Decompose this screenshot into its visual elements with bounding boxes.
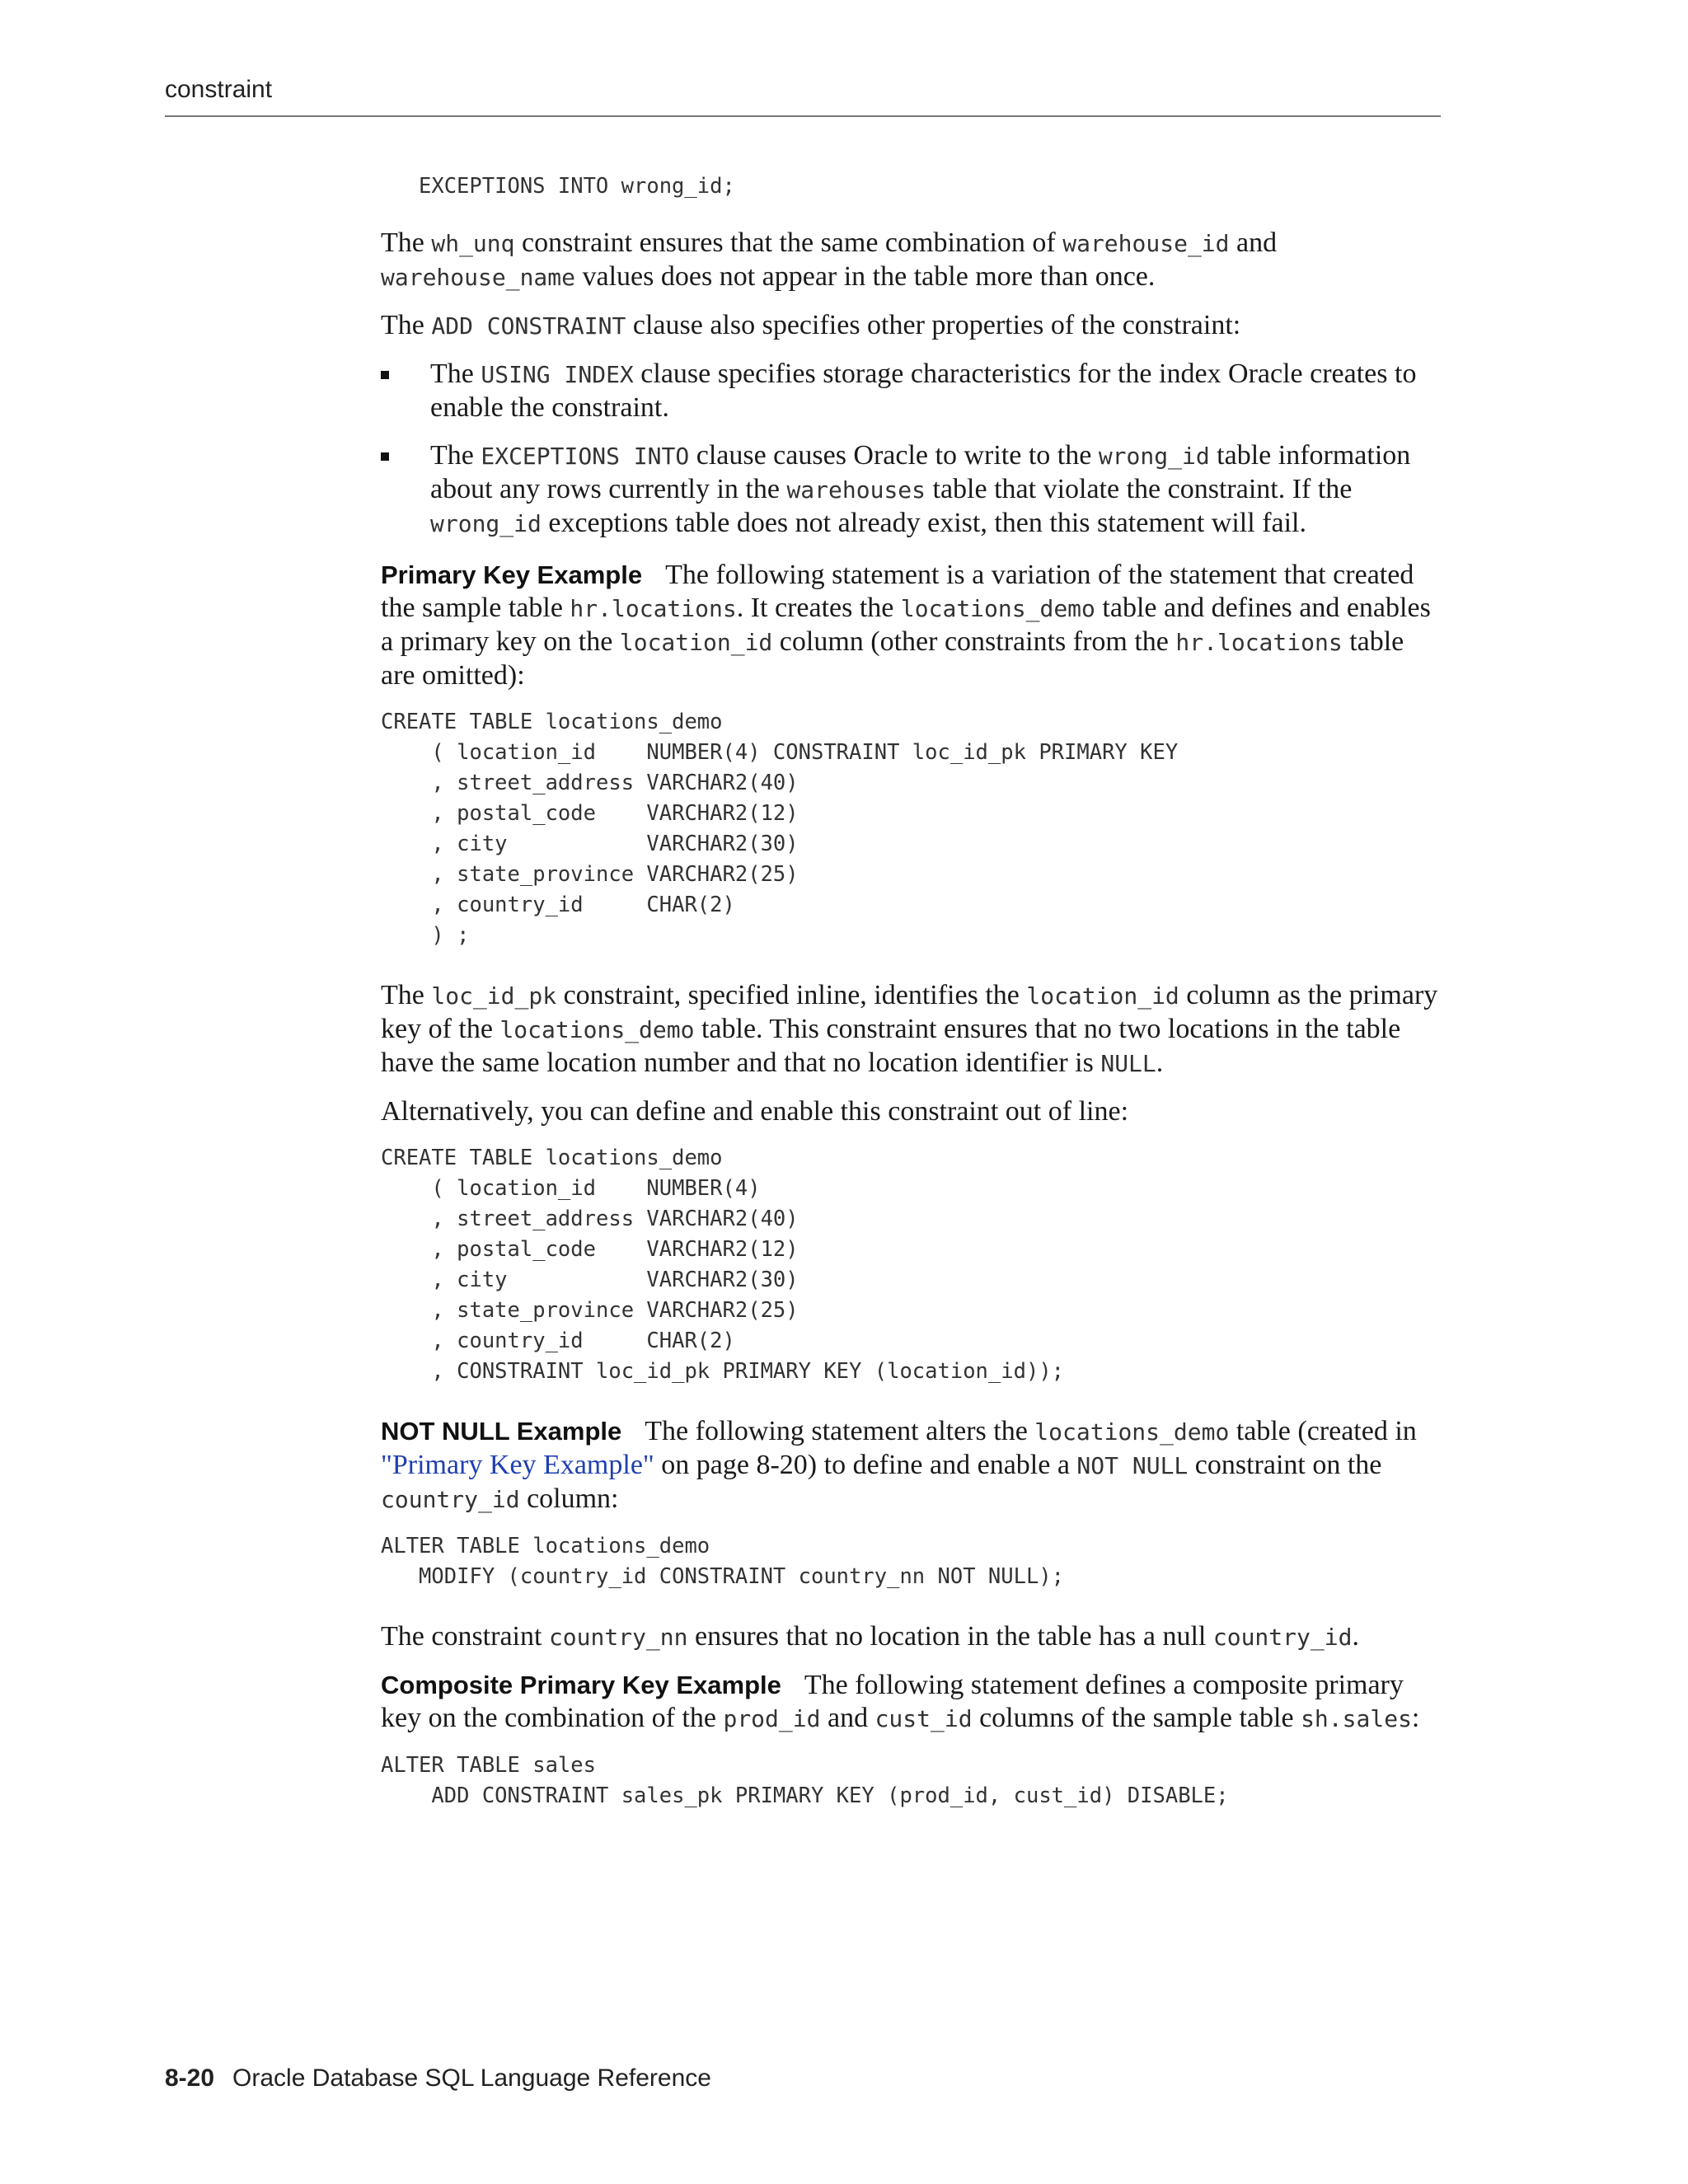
code-block: CREATE TABLE locations_demo ( location_id NUMBER(4) , street_address VARCHAR2(40) , postal_code VARCHAR2(12) , city VARCHAR2(30) , state_province VARCHAR2(25) , country_id CHAR(2) , CONSTRAINT loc_id_pk PRIMARY KEY (location_id));: [381, 1146, 1065, 1384]
cross-reference-link[interactable]: "Primary Key Example": [381, 1450, 654, 1480]
paragraph: The constraint country_nn ensures that no location in the table has a null country_id.: [381, 1621, 1359, 1652]
list-item: The EXCEPTIONS INTO clause causes Oracle to write to the wrong_id table information about any rows currently in the warehouses table that violate the constraint. If the wrong_id exceptions table does not already exist, then this statement will fail.: [381, 439, 1444, 541]
paragraph: The loc_id_pk constraint, specified inline, identifies the location_id column as the primary key of the locations_demo table. This constraint ensures that no two locations in the table have the same location number and that no location identifier is NULL.: [381, 980, 1438, 1078]
code-block: EXCEPTIONS INTO wrong_id;: [419, 174, 735, 199]
list-item: The USING INDEX clause specifies storage characteristics for the index Oracle creates to enable the constraint.: [381, 358, 1444, 424]
paragraph: NOT NULL Example The following statement alters the locations_demo table (created in "Primary Key Example" on page 8-20) to define and enable a NOT NULL constraint on the country_id column:: [381, 1416, 1417, 1514]
paragraph: Primary Key Example The following statement is a variation of the statement that created the sample table hr.locations. It creates the locations_demo table and defines and enables a primary key on the location_id column (other constraints from the hr.locations table are omitted):: [381, 560, 1431, 691]
main-content: [381, 171, 1444, 1840]
book-title: Oracle Database SQL Language Reference: [232, 2064, 711, 2092]
paragraph: Alternatively, you can define and enable this constraint out of line:: [381, 1096, 1129, 1127]
code-block: ALTER TABLE sales ADD CONSTRAINT sales_pk PRIMARY KEY (prod_id, cust_id) DISABLE;: [381, 1753, 1229, 1808]
paragraph: The ADD CONSTRAINT clause also specifies other properties of the constraint:: [381, 310, 1241, 340]
bullet-icon: [381, 452, 389, 461]
bullet-list: [381, 358, 1444, 541]
page-footer: [165, 2064, 711, 2093]
running-head: constraint: [165, 76, 273, 103]
section-heading: Primary Key Example: [381, 560, 643, 589]
bullet-icon: [381, 371, 389, 379]
code-block: ALTER TABLE locations_demo MODIFY (country_id CONSTRAINT country_nn NOT NULL);: [381, 1534, 1065, 1589]
paragraph: Composite Primary Key Example The following statement defines a composite primary key on the combination of the prod_id and cust_id columns of the sample table sh.sales:: [381, 1670, 1420, 1733]
header-rule: [165, 115, 1441, 117]
code-block: CREATE TABLE locations_demo ( location_id NUMBER(4) CONSTRAINT loc_id_pk PRIMARY KEY , street_address VARCHAR2(40) , postal_code VARCHAR2(12) , city VARCHAR2(30) , state_province VARCHAR2(25) , country_id CHAR(2) ) ;: [381, 710, 1179, 948]
section-heading: Composite Primary Key Example: [381, 1671, 781, 1699]
paragraph: The wh_unq constraint ensures that the same combination of warehouse_id and warehouse_name values does not appear in the table more than once.: [381, 227, 1278, 292]
section-heading: NOT NULL Example: [381, 1417, 622, 1446]
page-number: 8-20: [165, 2064, 215, 2092]
